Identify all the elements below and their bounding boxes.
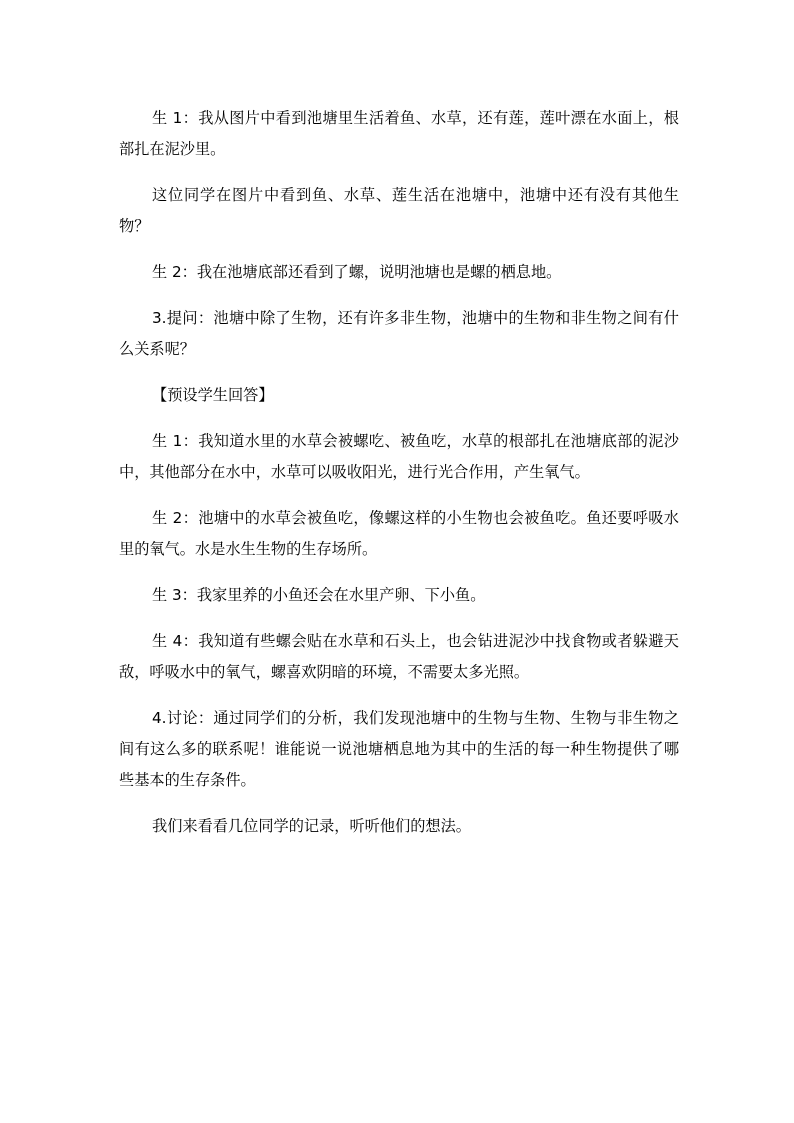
paragraph-closing: 我们来看看几位同学的记录，听听他们的想法。: [152, 817, 471, 835]
paragraph-student-1-answer: 生 1：我知道水里的水草会被螺吃、被鱼吃，水草的根部扎在池塘底部的泥沙中，其他部分在水中，水草可以吸收阳光，进行光合作用，产生氧气。: [119, 432, 679, 481]
document-body: [119, 103, 679, 857]
paragraph-student-3-answer: 生 3：我家里养的小鱼还会在水里产卵、下小鱼。: [152, 586, 486, 604]
paragraph-preset-answers-heading: 【预设学生回答】: [152, 386, 274, 404]
paragraph-teacher-followup: 这位同学在图片中看到鱼、水草、莲生活在池塘中，池塘中还有没有其他生物？: [119, 186, 679, 235]
paragraph-student-4-answer: 生 4：我知道有些螺会贴在水草和石头上，也会钻进泥沙中找食物或者躲避天敌，呼吸水中的氧气，螺喜欢阴暗的环境，不需要太多光照。: [119, 632, 679, 681]
paragraph-student-2-answer: 生 2：池塘中的水草会被鱼吃，像螺这样的小生物也会被鱼吃。鱼还要呼吸水里的氧气。水是水生生物的生存场所。: [119, 509, 679, 558]
paragraph-student-2-observation: 生 2：我在池塘底部还看到了螺，说明池塘也是螺的栖息地。: [152, 263, 562, 281]
paragraph-question-3: 3.提问：池塘中除了生物，还有许多非生物，池塘中的生物和非生物之间有什么关系呢？: [119, 309, 679, 358]
paragraph-discussion-4: 4.讨论：通过同学们的分析，我们发现池塘中的生物与生物、生物与非生物之间有这么多的联系呢！谁能说一说池塘栖息地为其中的生活的每一种生物提供了哪些基本的生存条件。: [119, 709, 679, 789]
paragraph-student-1-observation: 生 1：我从图片中看到池塘里生活着鱼、水草，还有莲，莲叶漂在水面上，根部扎在泥沙里。: [119, 109, 679, 158]
